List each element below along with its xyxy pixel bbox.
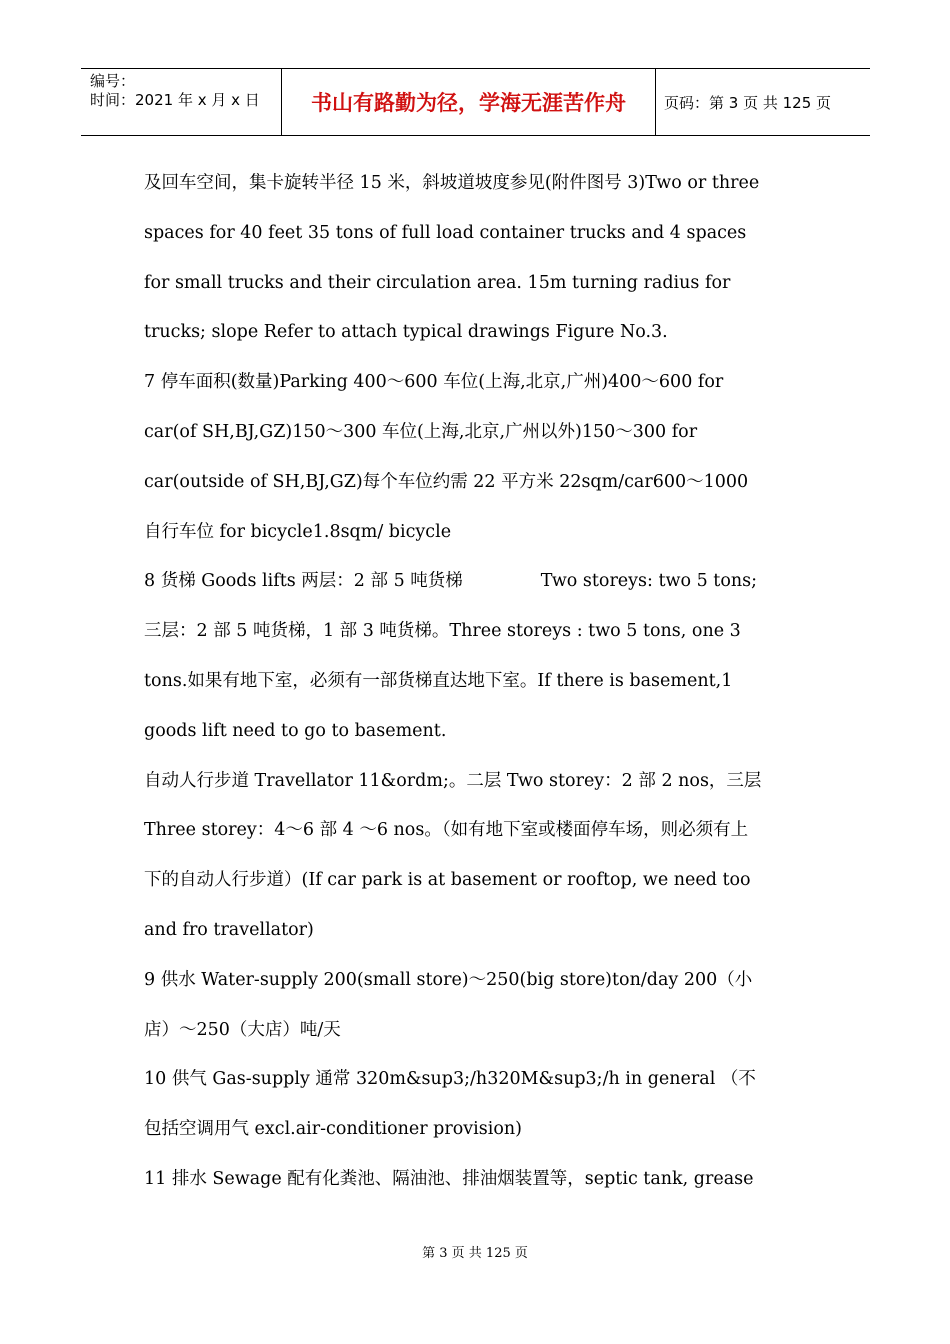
page-header [81,68,870,136]
body-line: 下的自动人行步道）(If car park is at basement or rooftop, we need too [144,870,751,891]
body-line: 店）～250（大店）吨/天 [144,1019,341,1040]
body-line: 自动人行步道 Travellator 11&ordm;。二层 Two storey：2 部 2 nos，三层 [144,770,762,791]
body-line: spaces for 40 feet 35 tons of full load container trucks and 4 spaces [144,222,747,243]
body-line: car(of SH,BJ,GZ)150～300 车位(上海,北京,广州以外)150～300 for [144,421,698,442]
body-line: 10 供气 Gas-supply 通常 320m&sup3;/h320M&sup3;/h in general （不 [144,1069,756,1090]
body-line: tons.如果有地下室，必须有一部货梯直达地下室。If there is basement,1 [144,670,733,691]
body-line: Three storey：4～6 部 4 ～6 nos。（如有地下室或楼面停车场，则必须有上 [144,820,749,841]
body-line: 7 停车面积(数量)Parking 400～600 车位(上海,北京,广州)400～600 for [144,372,724,393]
page-footer: 第 3 页 共 125 页 [422,1246,528,1261]
goods-lifts-text: 8 货梯 Goods lifts 两层：2 部 5 吨货梯 [144,571,463,592]
number-label: 编号： [90,72,136,90]
body-text [144,168,814,1214]
body-line: 三层：2 部 5 吨货梯，1 部 3 吨货梯。Three storeys : two 5 tons, one 3 [144,621,741,642]
header-motto-cell [282,69,656,135]
body-line [144,566,814,616]
body-line: and fro travellator) [144,919,314,940]
body-line: goods lift need to go to basement. [144,720,447,741]
body-line: 9 供水 Water-supply 200(small store)～250(big store)ton/day 200（小 [144,969,753,990]
body-line: 11 排水 Sewage 配有化粪池、隔油池、排油烟装置等，septic tank, grease [144,1168,754,1189]
body-line: 包括空调用气 excl.air-conditioner provision) [144,1119,522,1140]
header-page-cell [656,69,870,135]
body-line: trucks; slope Refer to attach typical drawings Figure No.3. [144,322,668,343]
body-line: for small trucks and their circulation area. 15m turning radius for [144,272,731,293]
goods-lifts-tail: Two storeys: two 5 tons; [540,571,758,592]
time-label: 时间：2021 年 x 月 x 日 [90,91,260,109]
page-code: 页码：第 3 页 共 125 页 [664,94,832,112]
header-info-cell [81,69,282,135]
body-line: car(outside of SH,BJ,GZ)每个车位约需 22 平方米 22sqm/car600～1000 [144,471,749,492]
body-line: 自行车位 for bicycle1.8sqm/ bicycle [144,521,452,542]
body-line: 及回车空间，集卡旋转半径 15 米，斜坡道坡度参见(附件图号 3)Two or three [144,173,760,193]
motto: 书山有路勤为径，学海无涯苦作舟 [311,91,626,115]
